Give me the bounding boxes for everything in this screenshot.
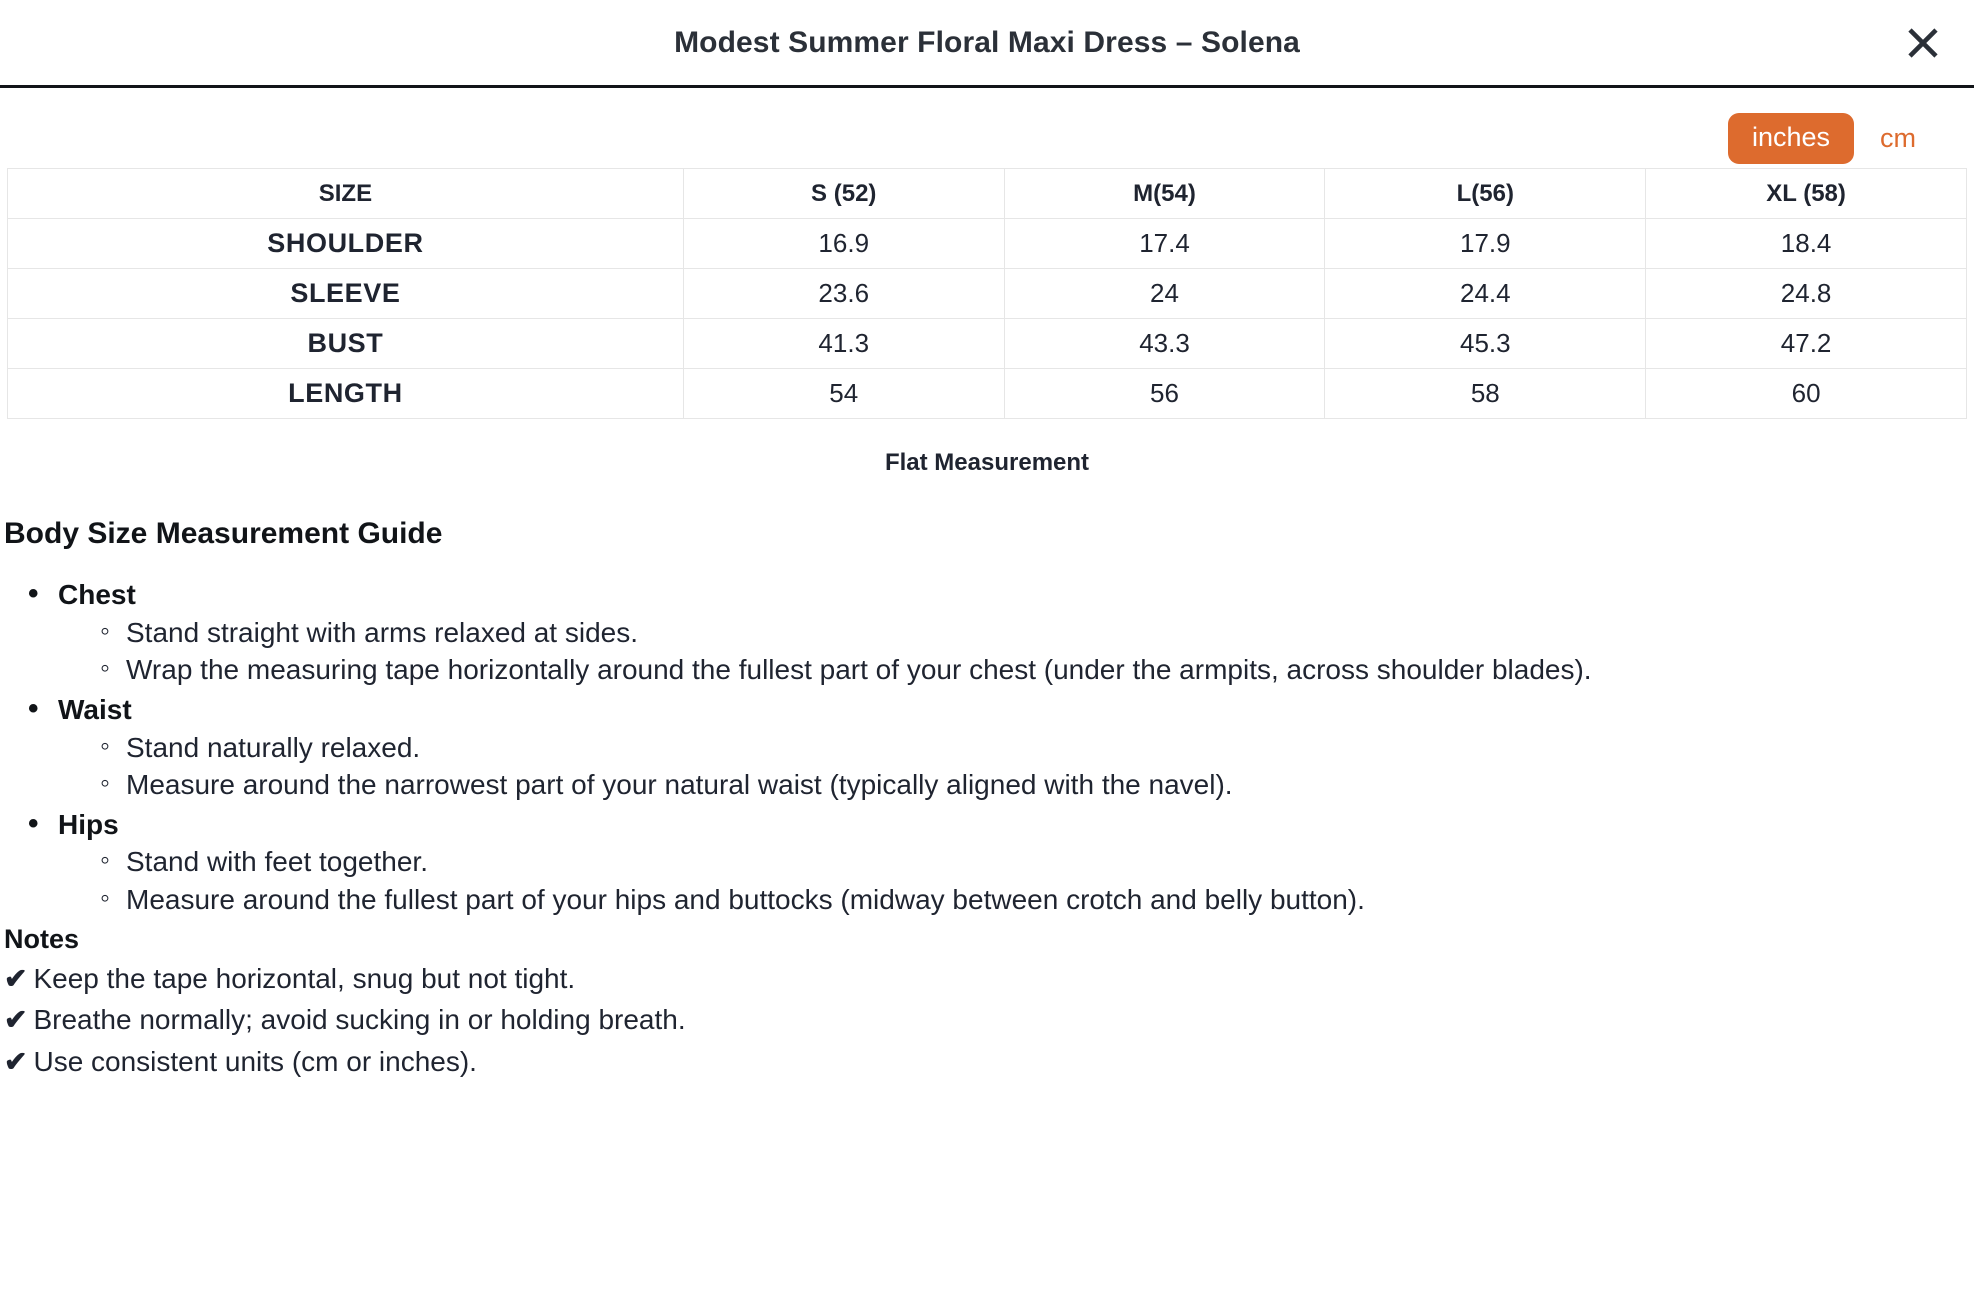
cell-length-s: 54 — [683, 369, 1004, 419]
table-row — [8, 369, 1967, 419]
table-header-row — [8, 169, 1967, 219]
cell-bust-s: 41.3 — [683, 319, 1004, 369]
list-item: ◦ Wrap the measuring tape horizontally around the fullest part of your chest (under the armpits, across shoulder blades). — [124, 652, 1974, 688]
cell-sleeve-m: 24 — [1004, 269, 1325, 319]
note-item — [4, 1044, 1974, 1080]
note-text: Breathe normally; avoid sucking in or holding breath. — [33, 1004, 686, 1036]
flat-measurement-caption: Flat Measurement — [884, 449, 1090, 476]
unit-toggle-inches[interactable]: inches — [1728, 113, 1854, 164]
size-table-container — [0, 168, 1974, 419]
list-item: ◦ Stand naturally relaxed. — [124, 730, 1974, 766]
cell-bust-l: 45.3 — [1325, 319, 1646, 369]
cell-bust-xl: 47.2 — [1646, 319, 1967, 369]
list-item: ◦ Measure around the narrowest part of your natural waist (typically aligned with the navel). — [124, 767, 1974, 803]
cell-bust-m: 43.3 — [1004, 319, 1325, 369]
column-header-s: S (52) — [683, 169, 1004, 219]
note-text: Use consistent units (cm or inches). — [33, 1045, 477, 1077]
check-icon: ✔ — [4, 1045, 28, 1077]
check-icon: ✔ — [4, 1004, 28, 1036]
cell-sleeve-xl: 24.8 — [1646, 269, 1967, 319]
body-size-guide-heading: Body Size Measurement Guide — [4, 517, 443, 550]
close-button[interactable] — [1900, 20, 1946, 66]
close-icon — [1903, 23, 1943, 63]
table-row — [8, 269, 1967, 319]
list-item: ◦ Stand with feet together. — [124, 844, 1974, 880]
cell-shoulder-l: 17.9 — [1325, 219, 1646, 269]
guide-group-label-hips: • Hips — [58, 805, 1974, 845]
row-label-bust: BUST — [8, 319, 684, 369]
row-label-shoulder: SHOULDER — [8, 219, 684, 269]
cell-length-l: 58 — [1325, 369, 1646, 419]
unit-toggle-cm[interactable]: cm — [1880, 122, 1916, 153]
cell-length-xl: 60 — [1646, 369, 1967, 419]
table-row — [8, 319, 1967, 369]
guide-sublist-chest — [58, 615, 1974, 688]
list-item: ◦ Stand straight with arms relaxed at sides. — [124, 615, 1974, 651]
column-header-xl: XL (58) — [1646, 169, 1967, 219]
table-row — [8, 219, 1967, 269]
guide-group-label-chest: • Chest — [58, 575, 1974, 615]
cell-sleeve-s: 23.6 — [683, 269, 1004, 319]
column-header-m: M(54) — [1004, 169, 1325, 219]
guide-sublist-hips — [58, 844, 1974, 917]
cell-shoulder-s: 16.9 — [683, 219, 1004, 269]
list-item: ◦ Measure around the fullest part of your hips and buttocks (midway between crotch and belly button). — [124, 882, 1974, 918]
units-toggle — [0, 88, 1974, 162]
row-label-sleeve: SLEEVE — [8, 269, 684, 319]
cell-shoulder-m: 17.4 — [1004, 219, 1325, 269]
column-header-size: SIZE — [8, 169, 684, 219]
guide-sublist-waist — [58, 730, 1974, 803]
note-item — [4, 1002, 1974, 1038]
guide-group-label-waist: • Waist — [58, 690, 1974, 730]
size-chart-table — [7, 168, 1967, 419]
note-item — [4, 961, 1974, 997]
check-icon: ✔ — [4, 962, 28, 994]
guide-group-waist — [58, 690, 1974, 803]
modal-header — [0, 0, 1974, 88]
column-header-l: L(56) — [1325, 169, 1646, 219]
page-title: Modest Summer Floral Maxi Dress – Solena — [674, 25, 1300, 59]
cell-sleeve-l: 24.4 — [1325, 269, 1646, 319]
note-text: Keep the tape horizontal, snug but not tight. — [33, 962, 576, 994]
cell-length-m: 56 — [1004, 369, 1325, 419]
guide-group-hips — [58, 805, 1974, 918]
notes-heading: Notes — [4, 923, 80, 954]
measurement-guide-list — [0, 575, 1974, 918]
cell-shoulder-xl: 18.4 — [1646, 219, 1967, 269]
guide-group-chest — [58, 575, 1974, 688]
row-label-length: LENGTH — [8, 369, 684, 419]
